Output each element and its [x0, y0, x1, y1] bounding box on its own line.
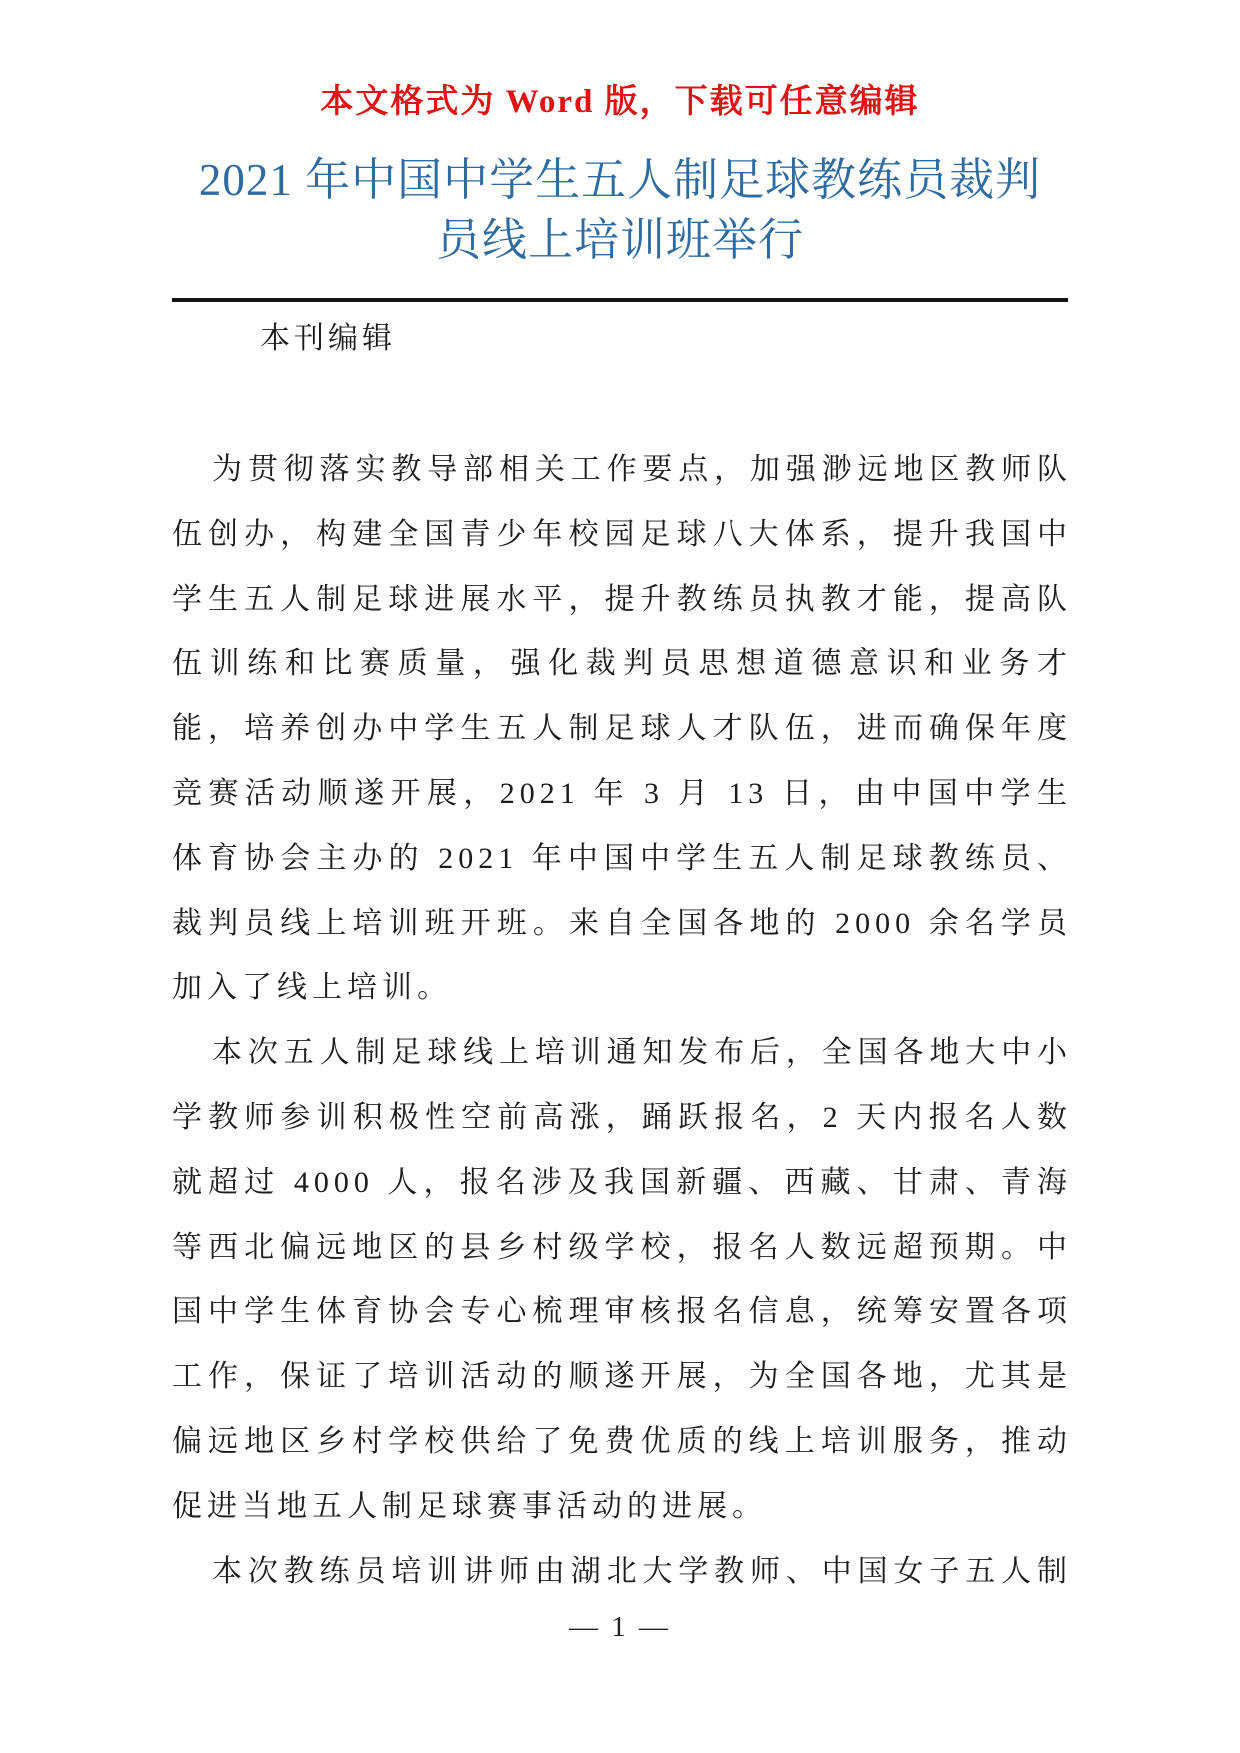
document-title-line-1: 2021 年中国中学生五人制足球教练员裁判	[198, 155, 1042, 205]
format-notice-text: 本文格式为 Word 版，下载可任意编辑	[320, 84, 920, 120]
paragraph-1: 为贯彻落实教导部相关工作要点，加强渺远地区教师队伍创办，构建全国青少年校园足球八大体系，提升我国中学生五人制足球进展水平，提升教练员执教才能，提高队伍训练和比赛质量，强化裁判员思想道德意识和业务才能，培养创办中学生五人制足球人才队伍，进而确保年度竞赛活动顺遂开展，2021 年 3 月 13 日，由中国中学生体育协会主办的 2021 年中国中学生五人制足球教练员、裁判员线上培训班开班。来自全国各地的 2000 余名学员加入了线上培训。	[172, 453, 1072, 1005]
paragraph-2: 本次五人制足球线上培训通知发布后，全国各地大中小学教师参训积极性空前高涨，踊跃报名，2 天内报名人数就超过 4000 人，报名涉及我国新疆、西藏、甘肃、青海等西北偏远地区的县乡村级学校，报名人数远超预期。中国中学生体育协会专心梳理审核报名信息，统筹安置各项工作，保证了培训活动的顺遂开展，为全国各地，尤其是偏远地区乡村学校供给了免费优质的线上培训服务，推动促进当地五人制足球赛事活动的进展。	[172, 1036, 1072, 1523]
title-divider-rule	[172, 298, 1068, 302]
paragraph-3: 本次教练员培训讲师由湖北大学教师、中国女子五人制	[212, 1554, 1072, 1588]
document-title-line-2: 员线上培训班举行	[435, 215, 804, 265]
document-title	[170, 150, 1070, 270]
page-number: — 1 —	[569, 1611, 671, 1643]
document-body	[172, 438, 1072, 1604]
byline: 本刊编辑	[260, 322, 396, 355]
